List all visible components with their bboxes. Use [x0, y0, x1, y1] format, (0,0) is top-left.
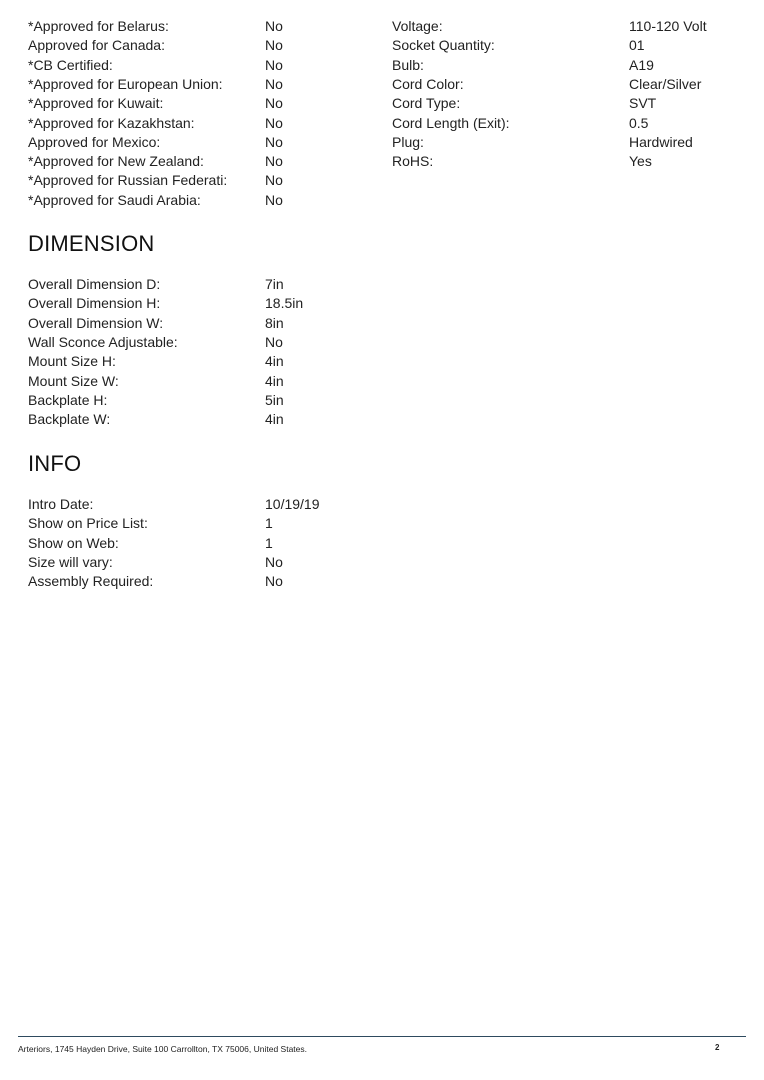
info-label: Show on Price List:	[28, 515, 148, 532]
electrical-spec-label: Plug:	[392, 133, 424, 150]
info-label: Assembly Required:	[28, 573, 154, 590]
dimension-label: Backplate W:	[28, 411, 111, 428]
approval-label: *Approved for Saudi Arabia:	[28, 191, 201, 208]
electrical-spec-value: 0.5	[629, 114, 649, 131]
approval-label: Approved for Canada:	[28, 37, 165, 54]
electrical-spec-value: Hardwired	[629, 133, 693, 150]
electrical-spec-value: SVT	[629, 95, 657, 112]
electrical-spec-label: Bulb:	[392, 56, 424, 73]
info-label: Show on Web:	[28, 534, 119, 551]
approval-value: No	[265, 75, 283, 92]
electrical-spec-value: Clear/Silver	[629, 75, 702, 92]
approval-label: Approved for Mexico:	[28, 133, 161, 150]
info-label: Size will vary:	[28, 553, 113, 570]
info-value: No	[265, 553, 283, 570]
approval-value: No	[265, 18, 283, 34]
approval-value: No	[265, 95, 283, 112]
electrical-spec-label: Cord Length (Exit):	[392, 114, 510, 131]
approval-label: *Approved for Russian Federati:	[28, 172, 228, 189]
approval-label: *Approved for European Union:	[28, 75, 223, 92]
dimension-heading: DIMENSION	[28, 231, 155, 256]
dimension-label: Overall Dimension H:	[28, 295, 161, 312]
approval-value: No	[265, 172, 283, 189]
approval-label: *CB Certified:	[28, 56, 113, 73]
dimension-label: Overall Dimension D:	[28, 276, 161, 292]
approval-value: No	[265, 191, 283, 208]
dimension-value: 8in	[265, 314, 284, 331]
electrical-spec-label: Cord Type:	[392, 95, 461, 112]
info-label: Intro Date:	[28, 496, 94, 512]
electrical-spec-label: Cord Color:	[392, 75, 464, 92]
electrical-spec-label: RoHS:	[392, 153, 434, 170]
info-heading: INFO	[28, 451, 82, 476]
info-value: No	[265, 573, 283, 590]
approval-label: *Approved for Kuwait:	[28, 95, 164, 112]
approval-value: No	[265, 37, 283, 54]
approval-label: *Approved for Kazakhstan:	[28, 114, 195, 131]
footer-divider	[18, 1036, 746, 1037]
dimension-value: 4in	[265, 353, 284, 370]
dimension-value: 7in	[265, 276, 284, 292]
dimension-value: No	[265, 333, 283, 350]
dimension-value: 18.5in	[265, 295, 304, 312]
electrical-spec-label: Socket Quantity:	[392, 37, 495, 54]
info-value: 10/19/19	[265, 496, 320, 512]
dimension-value: 5in	[265, 391, 284, 408]
approval-label: *Approved for New Zealand:	[28, 153, 204, 170]
dimension-label: Wall Sconce Adjustable:	[28, 333, 178, 350]
dimension-label: Mount Size H:	[28, 353, 116, 370]
electrical-spec-value: A19	[629, 56, 654, 73]
dimension-value: 4in	[265, 411, 284, 428]
approval-value: No	[265, 114, 283, 131]
electrical-spec-value: 01	[629, 37, 645, 54]
dimension-label: Backplate H:	[28, 391, 108, 408]
dimension-value: 4in	[265, 372, 284, 389]
approval-value: No	[265, 56, 283, 73]
info-value: 1	[265, 534, 273, 551]
dimension-label: Overall Dimension W:	[28, 314, 164, 331]
dimension-label: Mount Size W:	[28, 372, 119, 389]
approval-label: *Approved for Belarus:	[28, 18, 169, 34]
info-value: 1	[265, 515, 273, 532]
electrical-spec-label: Voltage:	[392, 18, 443, 34]
electrical-spec-value: Yes	[629, 153, 652, 170]
page-number: 2	[715, 1043, 720, 1052]
approval-value: No	[265, 153, 283, 170]
electrical-spec-value: 110-120 Volt	[629, 18, 707, 34]
footer-address: Arteriors, 1745 Hayden Drive, Suite 100 Carrollton, TX 75006, United States.	[18, 1044, 307, 1054]
approval-value: No	[265, 133, 283, 150]
